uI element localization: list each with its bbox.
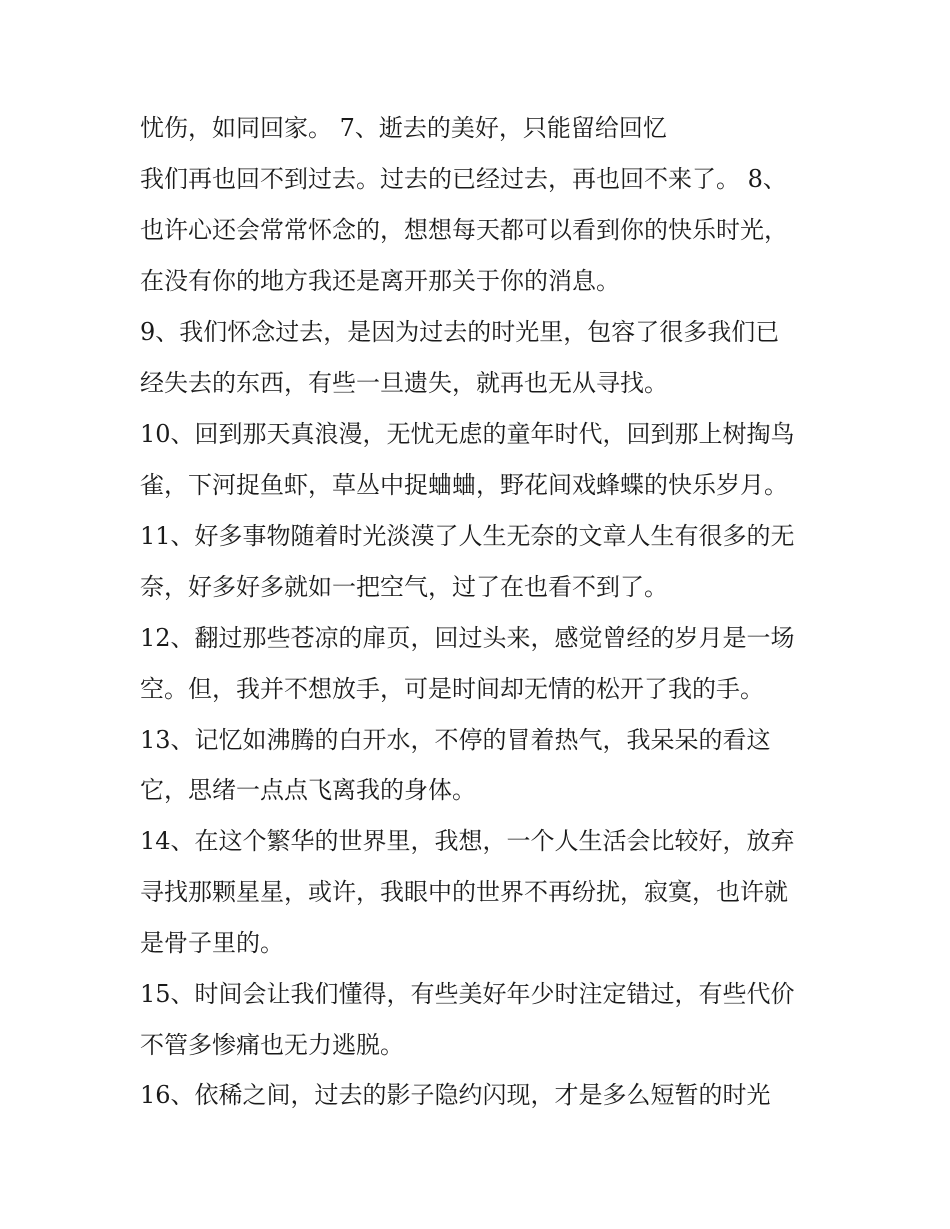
- text-line: 12、翻过那些苍凉的扉页，回过头来，感觉曾经的岁月是一场: [140, 624, 795, 652]
- text-line: 16、依稀之间，过去的影子隐约闪现，才是多么短暂的时光: [140, 1081, 771, 1109]
- text-line: 是骨子里的。: [140, 929, 284, 957]
- text-line: 也许心还会常常怀念的，想想每天都可以看到你的快乐时光，: [140, 216, 788, 244]
- text-line: 雀，下河捉鱼虾，草丛中捉蛐蛐，野花间戏蜂蝶的快乐岁月。: [140, 471, 788, 499]
- text-line: 它，思绪一点点飞离我的身体。: [140, 776, 476, 804]
- text-line: 经失去的东西，有些一旦遗失，就再也无从寻找。: [140, 369, 668, 397]
- text-line: 忧伤，如同回家。 7、逝去的美好，只能留给回忆: [140, 114, 667, 142]
- text-line: 13、记忆如沸腾的白开水，不停的冒着热气，我呆呆的看这: [140, 726, 771, 754]
- text-line: 14、在这个繁华的世界里，我想，一个人生活会比较好，放弃: [140, 827, 795, 855]
- text-line: 15、时间会让我们懂得，有些美好年少时注定错过，有些代价: [140, 980, 795, 1008]
- text-line: 11、好多事物随着时光淡漠了人生无奈的文章人生有很多的无: [140, 522, 795, 550]
- text-line: 在没有你的地方我还是离开那关于你的消息。: [140, 267, 620, 295]
- text-line: 空。但，我并不想放手，可是时间却无情的松开了我的手。: [140, 675, 764, 703]
- text-line: 不管多惨痛也无力逃脱。: [140, 1031, 404, 1059]
- text-line: 我们再也回不到过去。过去的已经过去，再也回不来了。 8、: [140, 165, 787, 193]
- text-line: 9、我们怀念过去，是因为过去的时光里，包容了很多我们已: [140, 318, 780, 346]
- text-line: 寻找那颗星星，或许，我眼中的世界不再纷扰，寂寞，也许就: [140, 878, 788, 906]
- text-line: 奈，好多好多就如一把空气，过了在也看不到了。: [140, 573, 668, 601]
- text-line: 10、回到那天真浪漫，无忧无虑的童年时代，回到那上树掏鸟: [140, 420, 795, 448]
